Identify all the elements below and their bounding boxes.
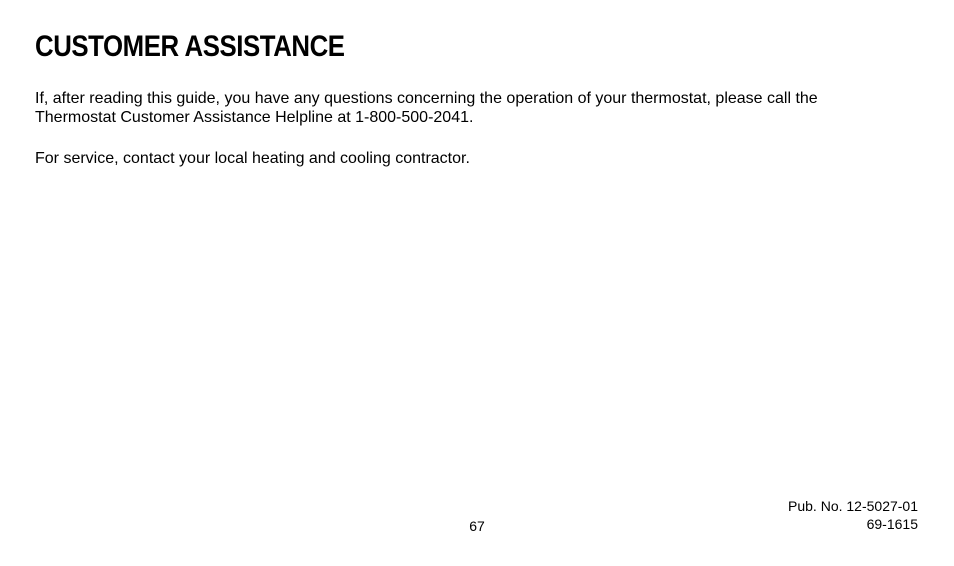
helpline-paragraph-line-2: Thermostat Customer Assistance Helpline at 1-800-500-2041. [35,109,474,126]
publication-info [788,497,918,533]
service-paragraph [35,149,470,168]
page-number: 67 [469,518,485,534]
helpline-paragraph [35,89,818,127]
publication-number: Pub. No. 12-5027-01 [788,498,918,514]
service-paragraph-line-1: For service, contact your local heating and cooling contractor. [35,150,470,167]
document-code: 69-1615 [866,516,918,532]
page-title: CUSTOMER ASSISTANCE [35,30,345,63]
helpline-paragraph-line-1: If, after reading this guide, you have any questions concerning the operation of your thermostat, please call the [35,90,818,107]
